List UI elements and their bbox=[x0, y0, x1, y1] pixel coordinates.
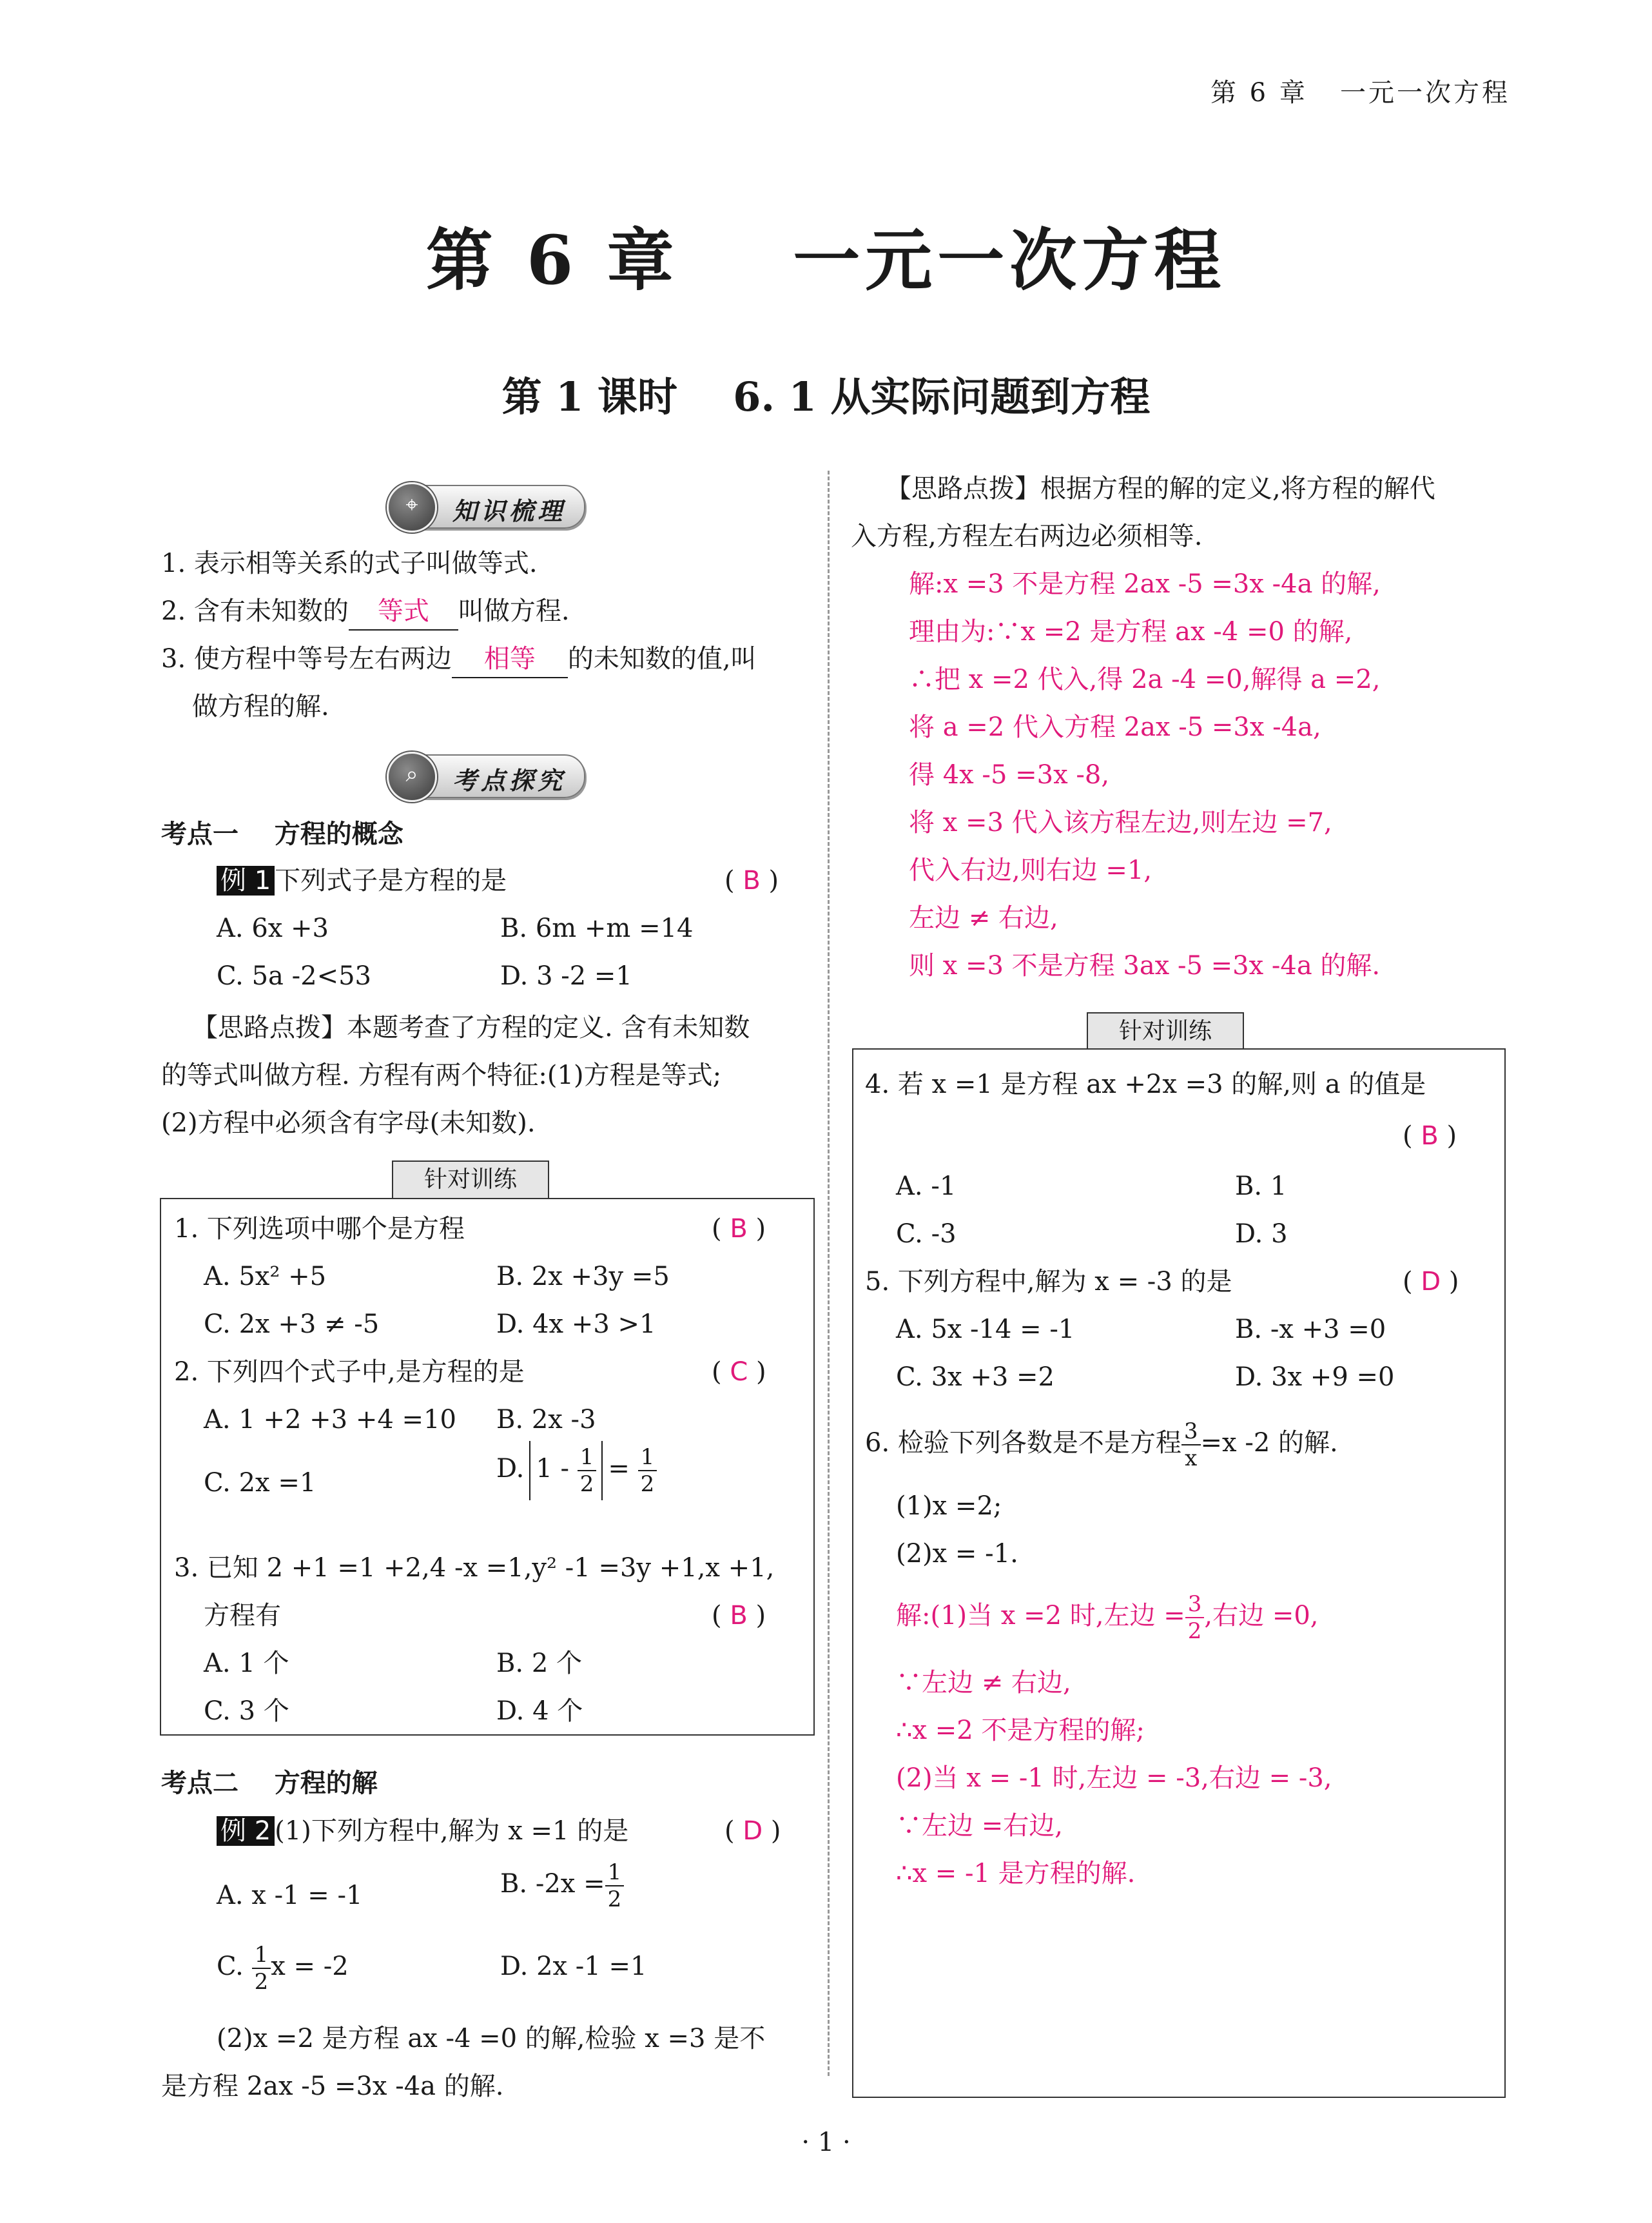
point1-hint-2: 的等式叫做方程. 方程有两个特征:(1)方程是等式; bbox=[161, 1061, 722, 1090]
training2-q6-sol1 bbox=[896, 1583, 1319, 1648]
knowledge-item-3-cont: 做方程的解. bbox=[192, 692, 329, 721]
training1-q2-d-rnum: 1 bbox=[638, 1444, 657, 1471]
training1-q1-c: C. 2x +3 ≠ -5 bbox=[204, 1309, 380, 1339]
example-2-option-d: D. 2x -1 =1 bbox=[500, 1952, 647, 1981]
example-1-answer-value: B bbox=[743, 866, 761, 896]
training1-q1-d: D. 4x +3 >1 bbox=[496, 1309, 656, 1339]
training2-q6-sol1-pre: 解:(1)当 x =2 时,左边 = bbox=[896, 1601, 1185, 1631]
example-1 bbox=[217, 863, 507, 899]
training1-q2-d-one: 1 - bbox=[536, 1454, 570, 1484]
example-2-label: 例 2 bbox=[217, 1816, 275, 1846]
training1-q3-d: D. 4 个 bbox=[496, 1696, 583, 1726]
training1-q2-d-den: 2 bbox=[579, 1471, 594, 1497]
training1-q2-stem: 2. 下列四个式子中,是方程的是 bbox=[174, 1357, 525, 1387]
training1-q1-answer: ( B ) bbox=[712, 1214, 766, 1244]
training2-q6-sol1-den: 2 bbox=[1187, 1618, 1202, 1644]
training2-q6-sol5: ∵左边 =右边, bbox=[896, 1811, 1063, 1841]
training2-q5-answer: ( D ) bbox=[1403, 1267, 1459, 1297]
training1-q2-d-eq: = bbox=[608, 1454, 630, 1484]
training1-q2-d-label: D. bbox=[496, 1454, 525, 1484]
column-divider bbox=[828, 471, 830, 2076]
example-2-option-c-den: 2 bbox=[254, 1969, 269, 1995]
training2-q6-stem-pre: 6. 检验下列各数是不是方程 bbox=[865, 1428, 1181, 1458]
solution-line-4: 将 a =2 代入方程 2ax -5 =3x -4a, bbox=[909, 712, 1321, 742]
training1-tag: 针对训练 bbox=[392, 1160, 549, 1198]
training2-q4-c: C. -3 bbox=[896, 1219, 957, 1249]
lesson-title: 第 1 课时 6. 1 从实际问题到方程 bbox=[501, 373, 1151, 420]
example-2-option-a: A. x -1 = -1 bbox=[217, 1881, 363, 1910]
example-1-answer: ( B ) bbox=[724, 866, 779, 896]
solution-line-3: ∴把 x =2 代入,得 2a -4 =0,解得 a =2, bbox=[909, 665, 1381, 694]
point2-title: 考点二 方程的解 bbox=[161, 1768, 378, 1798]
training2-q5-d: D. 3x +9 =0 bbox=[1235, 1362, 1395, 1392]
training2-q6-sol6: ∴x = -1 是方程的解. bbox=[896, 1859, 1136, 1888]
page-number: · 1 · bbox=[801, 2128, 851, 2157]
training1-q1-a: A. 5x² +5 bbox=[204, 1262, 327, 1291]
right-hint-1: 【思路点拨】根据方程的解的定义,将方程的解代 bbox=[886, 474, 1435, 504]
training2-q6-sol4: (2)当 x = -1 时,左边 = -3,右边 = -3, bbox=[896, 1763, 1332, 1793]
example-2-part2-line2: 是方程 2ax -5 =3x -4a 的解. bbox=[161, 2071, 504, 2101]
training2-q4-answer: ( B ) bbox=[1403, 1121, 1457, 1151]
training1-q2-c: C. 2x =1 bbox=[204, 1468, 316, 1498]
explore-badge bbox=[389, 754, 585, 798]
knowledge-item-2 bbox=[161, 593, 570, 631]
training2-q5-c: C. 3x +3 =2 bbox=[896, 1362, 1054, 1392]
point1-title: 考点一 方程的概念 bbox=[161, 819, 403, 849]
knowledge-item-3-post: 的未知数的值,叫 bbox=[567, 644, 757, 674]
location-pin-icon: ⌖ bbox=[387, 482, 437, 533]
training1-q2-d-rfrac bbox=[638, 1444, 657, 1497]
training1-q3-stem: 3. 已知 2 +1 =1 +2,4 -x =1,y² -1 =3y +1,x +1, bbox=[174, 1553, 775, 1583]
training2-q6-sol3: ∴x =2 不是方程的解; bbox=[896, 1716, 1145, 1745]
solution-line-7: 代入右边,则右边 =1, bbox=[909, 856, 1152, 885]
knowledge-item-3-blank: 相等 bbox=[452, 641, 568, 678]
training1-q3-c: C. 3 个 bbox=[204, 1696, 289, 1726]
training1-q1-b: B. 2x +3y =5 bbox=[496, 1262, 670, 1291]
training1-q2-b: B. 2x -3 bbox=[496, 1405, 596, 1435]
knowledge-item-2-blank: 等式 bbox=[349, 593, 458, 631]
chapter-title: 第 6 章 一元一次方程 bbox=[425, 220, 1227, 300]
training2-q5-a: A. 5x -14 = -1 bbox=[896, 1315, 1075, 1344]
training1-q2-a: A. 1 +2 +3 +4 =10 bbox=[204, 1405, 456, 1435]
knowledge-item-1: 1. 表示相等关系的式子叫做等式. bbox=[161, 549, 538, 578]
example-2-option-c-post: x = -2 bbox=[271, 1952, 349, 1981]
training2-q6-stem-post: =x -2 的解. bbox=[1200, 1428, 1338, 1458]
right-hint-2: 入方程,方程左右两边必须相等. bbox=[851, 522, 1203, 551]
example-2-option-c bbox=[217, 1934, 349, 1999]
example-2-answer-value: D bbox=[743, 1816, 763, 1846]
magnifier-icon: ⌕ bbox=[387, 752, 437, 802]
training1-q3-answer-value: B bbox=[730, 1601, 748, 1631]
example-2-option-b bbox=[500, 1852, 624, 1916]
training2-q5-b: B. -x +3 =0 bbox=[1235, 1315, 1386, 1344]
training2-q6-sol1-num: 3 bbox=[1185, 1591, 1205, 1618]
example-1-label: 例 1 bbox=[217, 866, 275, 896]
explore-badge-label: 考点探究 bbox=[452, 766, 567, 795]
solution-line-5: 得 4x -5 =3x -8, bbox=[909, 760, 1110, 790]
training2-q5-answer-value: D bbox=[1421, 1267, 1441, 1297]
training2-q4-a: A. -1 bbox=[896, 1171, 957, 1201]
training2-q4-stem: 4. 若 x =1 是方程 ax +2x =3 的解,则 a 的值是 bbox=[865, 1070, 1426, 1099]
training2-q6-sub1: (1)x =2; bbox=[896, 1491, 1002, 1521]
training1-q1-answer-value: B bbox=[730, 1214, 748, 1244]
example-2 bbox=[217, 1813, 628, 1849]
training2-q6-frac-num: 3 bbox=[1181, 1418, 1201, 1445]
training2-q4-b: B. 1 bbox=[1235, 1171, 1287, 1201]
training2-q4-d: D. 3 bbox=[1235, 1219, 1288, 1249]
point1-hint-3: (2)方程中必须含有字母(未知数). bbox=[161, 1108, 536, 1138]
example-2-option-b-den: 2 bbox=[607, 1886, 622, 1912]
training1-q3-answer: ( B ) bbox=[712, 1601, 766, 1631]
knowledge-item-3-pre: 3. 使方程中等号左右两边 bbox=[161, 644, 452, 674]
example-2-option-b-frac bbox=[605, 1859, 625, 1912]
knowledge-badge bbox=[389, 485, 585, 529]
solution-line-6: 将 x =3 代入该方程左边,则左边 =7, bbox=[909, 808, 1332, 837]
training2-q6-sol1-post: ,右边 =0, bbox=[1204, 1601, 1319, 1631]
training2-q5-stem: 5. 下列方程中,解为 x = -3 的是 bbox=[865, 1267, 1232, 1297]
example-1-option-b: B. 6m +m =14 bbox=[500, 914, 694, 943]
example-2-option-c-label: C. bbox=[217, 1952, 244, 1981]
example-1-option-a: A. 6x +3 bbox=[217, 914, 329, 943]
training2-q6-frac bbox=[1181, 1418, 1201, 1471]
knowledge-item-3 bbox=[161, 641, 757, 678]
example-2-text: (1)下列方程中,解为 x =1 的是 bbox=[275, 1816, 629, 1846]
training2-q6-sol2: ∵左边 ≠ 右边, bbox=[896, 1668, 1071, 1698]
example-2-option-c-frac bbox=[252, 1942, 271, 1995]
training1-q2-d-frac bbox=[578, 1444, 597, 1497]
solution-line-9: 则 x =3 不是方程 3ax -5 =3x -4a 的解. bbox=[909, 951, 1381, 981]
example-2-option-b-pre: B. -2x = bbox=[500, 1869, 605, 1899]
training1-q2-d-rden: 2 bbox=[640, 1471, 655, 1497]
example-1-text: 下列式子是方程的是 bbox=[275, 866, 507, 896]
training2-box bbox=[852, 1048, 1506, 2098]
training2-q6-frac-den: x bbox=[1185, 1445, 1198, 1471]
training1-q3-a: A. 1 个 bbox=[204, 1649, 289, 1678]
training2-tag: 针对训练 bbox=[1087, 1012, 1244, 1050]
point1-hint-1: 【思路点拨】本题考查了方程的定义. 含有未知数 bbox=[192, 1013, 750, 1043]
training2-q6-sub2: (2)x = -1. bbox=[896, 1539, 1018, 1569]
knowledge-badge-label: 知识梳理 bbox=[452, 496, 567, 525]
example-2-option-b-num: 1 bbox=[605, 1859, 625, 1886]
solution-line-8: 左边 ≠ 右边, bbox=[909, 903, 1058, 933]
training1-q3-b: B. 2 个 bbox=[496, 1649, 582, 1678]
training1-q2-d-num: 1 bbox=[578, 1444, 597, 1471]
training2-q4-answer-value: B bbox=[1421, 1121, 1439, 1151]
knowledge-item-2-pre: 2. 含有未知数的 bbox=[161, 596, 349, 626]
solution-line-1: 解:x =3 不是方程 2ax -5 =3x -4a 的解, bbox=[909, 569, 1381, 599]
example-2-part2-line1: (2)x =2 是方程 ax -4 =0 的解,检验 x =3 是不 bbox=[217, 2024, 766, 2053]
training2-q6-sol1-frac bbox=[1185, 1591, 1205, 1644]
knowledge-item-2-post: 叫做方程. bbox=[458, 596, 570, 626]
training1-q3-stem2: 方程有 bbox=[204, 1601, 281, 1631]
training2-q6-stem bbox=[865, 1411, 1338, 1475]
training1-q2-answer-value: C bbox=[730, 1357, 748, 1387]
solution-line-2: 理由为:∵x =2 是方程 ax -4 =0 的解, bbox=[909, 617, 1353, 647]
running-header: 第 6 章 一元一次方程 bbox=[1210, 78, 1510, 108]
training1-q1-stem: 1. 下列选项中哪个是方程 bbox=[174, 1214, 465, 1244]
training1-q2-d bbox=[496, 1436, 657, 1501]
example-1-option-c: C. 5a -2<53 bbox=[217, 961, 371, 991]
example-2-option-c-num: 1 bbox=[252, 1942, 271, 1969]
example-1-option-d: D. 3 -2 =1 bbox=[500, 961, 632, 991]
training1-q2-answer: ( C ) bbox=[712, 1357, 766, 1387]
example-2-answer: ( D ) bbox=[724, 1816, 781, 1846]
